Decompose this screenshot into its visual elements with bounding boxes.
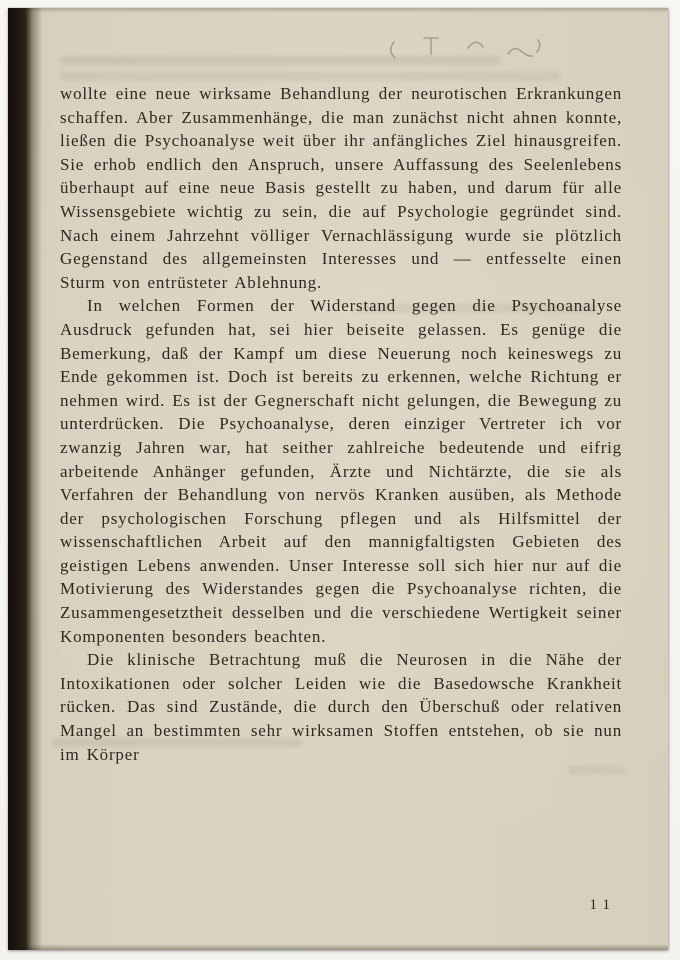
- page-number: 11: [589, 897, 616, 913]
- paragraph: Die klinische Betrachtung muß die Neurosen in die Nähe der Intoxikationen oder solcher Leiden wie die Basedowsche Krankheit rücken. Das sind Zustände, die durch den Überschuß oder relativen Mangel an bestimmten sehr wirksamen Stoffen entstehen, ob sie nun im Körper: [60, 650, 622, 764]
- page-edge-shadow-left: [8, 8, 42, 950]
- paragraph: wollte eine neue wirksame Behandlung der neurotischen Erkrankungen schaffen. Aber Zusammenhänge, die man zunächst nicht ahnen konnte, ließen die Psychoanalyse weit über ihr anfängliches Ziel hinausgreifen. Sie erhob endlich den Anspruch, unsere Auffassung des Seelenlebens überhaupt auf eine neue Basis gestellt zu haben, und darum für alle Wissensgebiete wichtig zu sein, die auf Psychologie gegründet sind. Nach einem Jahrzehnt völliger Vernachlässigung wurde sie plötzlich Gegenstand des allgemeinsten Interesses und — entfesselte einen Sturm von entrüsteter Ablehnung.: [60, 84, 622, 292]
- scanned-book-page: [8, 8, 668, 950]
- show-through-artifact: [60, 72, 560, 81]
- pencil-marks: [380, 26, 560, 70]
- show-through-artifact: [568, 766, 626, 774]
- show-through-artifact: [60, 56, 500, 65]
- text-block: [60, 82, 622, 766]
- paragraph: In welchen Formen der Widerstand gegen die Psychoanalyse Ausdruck gefunden hat, sei hier beiseite gelassen. Es genüge die Bemerkung, daß der Kampf um diese Neuerung noch keineswegs zu Ende gekommen ist. Doch ist bereits zu erkennen, welche Richtung er nehmen wird. Es ist der Gegnerschaft nicht gelungen, die Bewegung zu unterdrücken. Die Psychoanalyse, deren einziger Vertreter ich vor zwanzig Jahren war, hat seither zahlreiche bedeutende und eifrig arbeitende Anhänger gefunden, Ärzte und Nichtärzte, die sie als Verfahren der Behandlung von nervös Kranken ausüben, als Methode der psychologischen Forschung pflegen und als Hilfsmittel der wissenschaftlichen Arbeit auf den mannigfaltigsten Gebieten des geistigen Lebens anwenden. Unser Interesse soll sich hier nur auf die Motivierung des Widerstandes gegen die Psychoanalyse richten, die Zusammengesetztheit desselben und die verschiedene Wertigkeit seiner Komponenten besonders beachten.: [60, 296, 622, 646]
- page-edge-shadow-top: [8, 8, 668, 13]
- page-edge-shadow-bottom: [8, 944, 668, 950]
